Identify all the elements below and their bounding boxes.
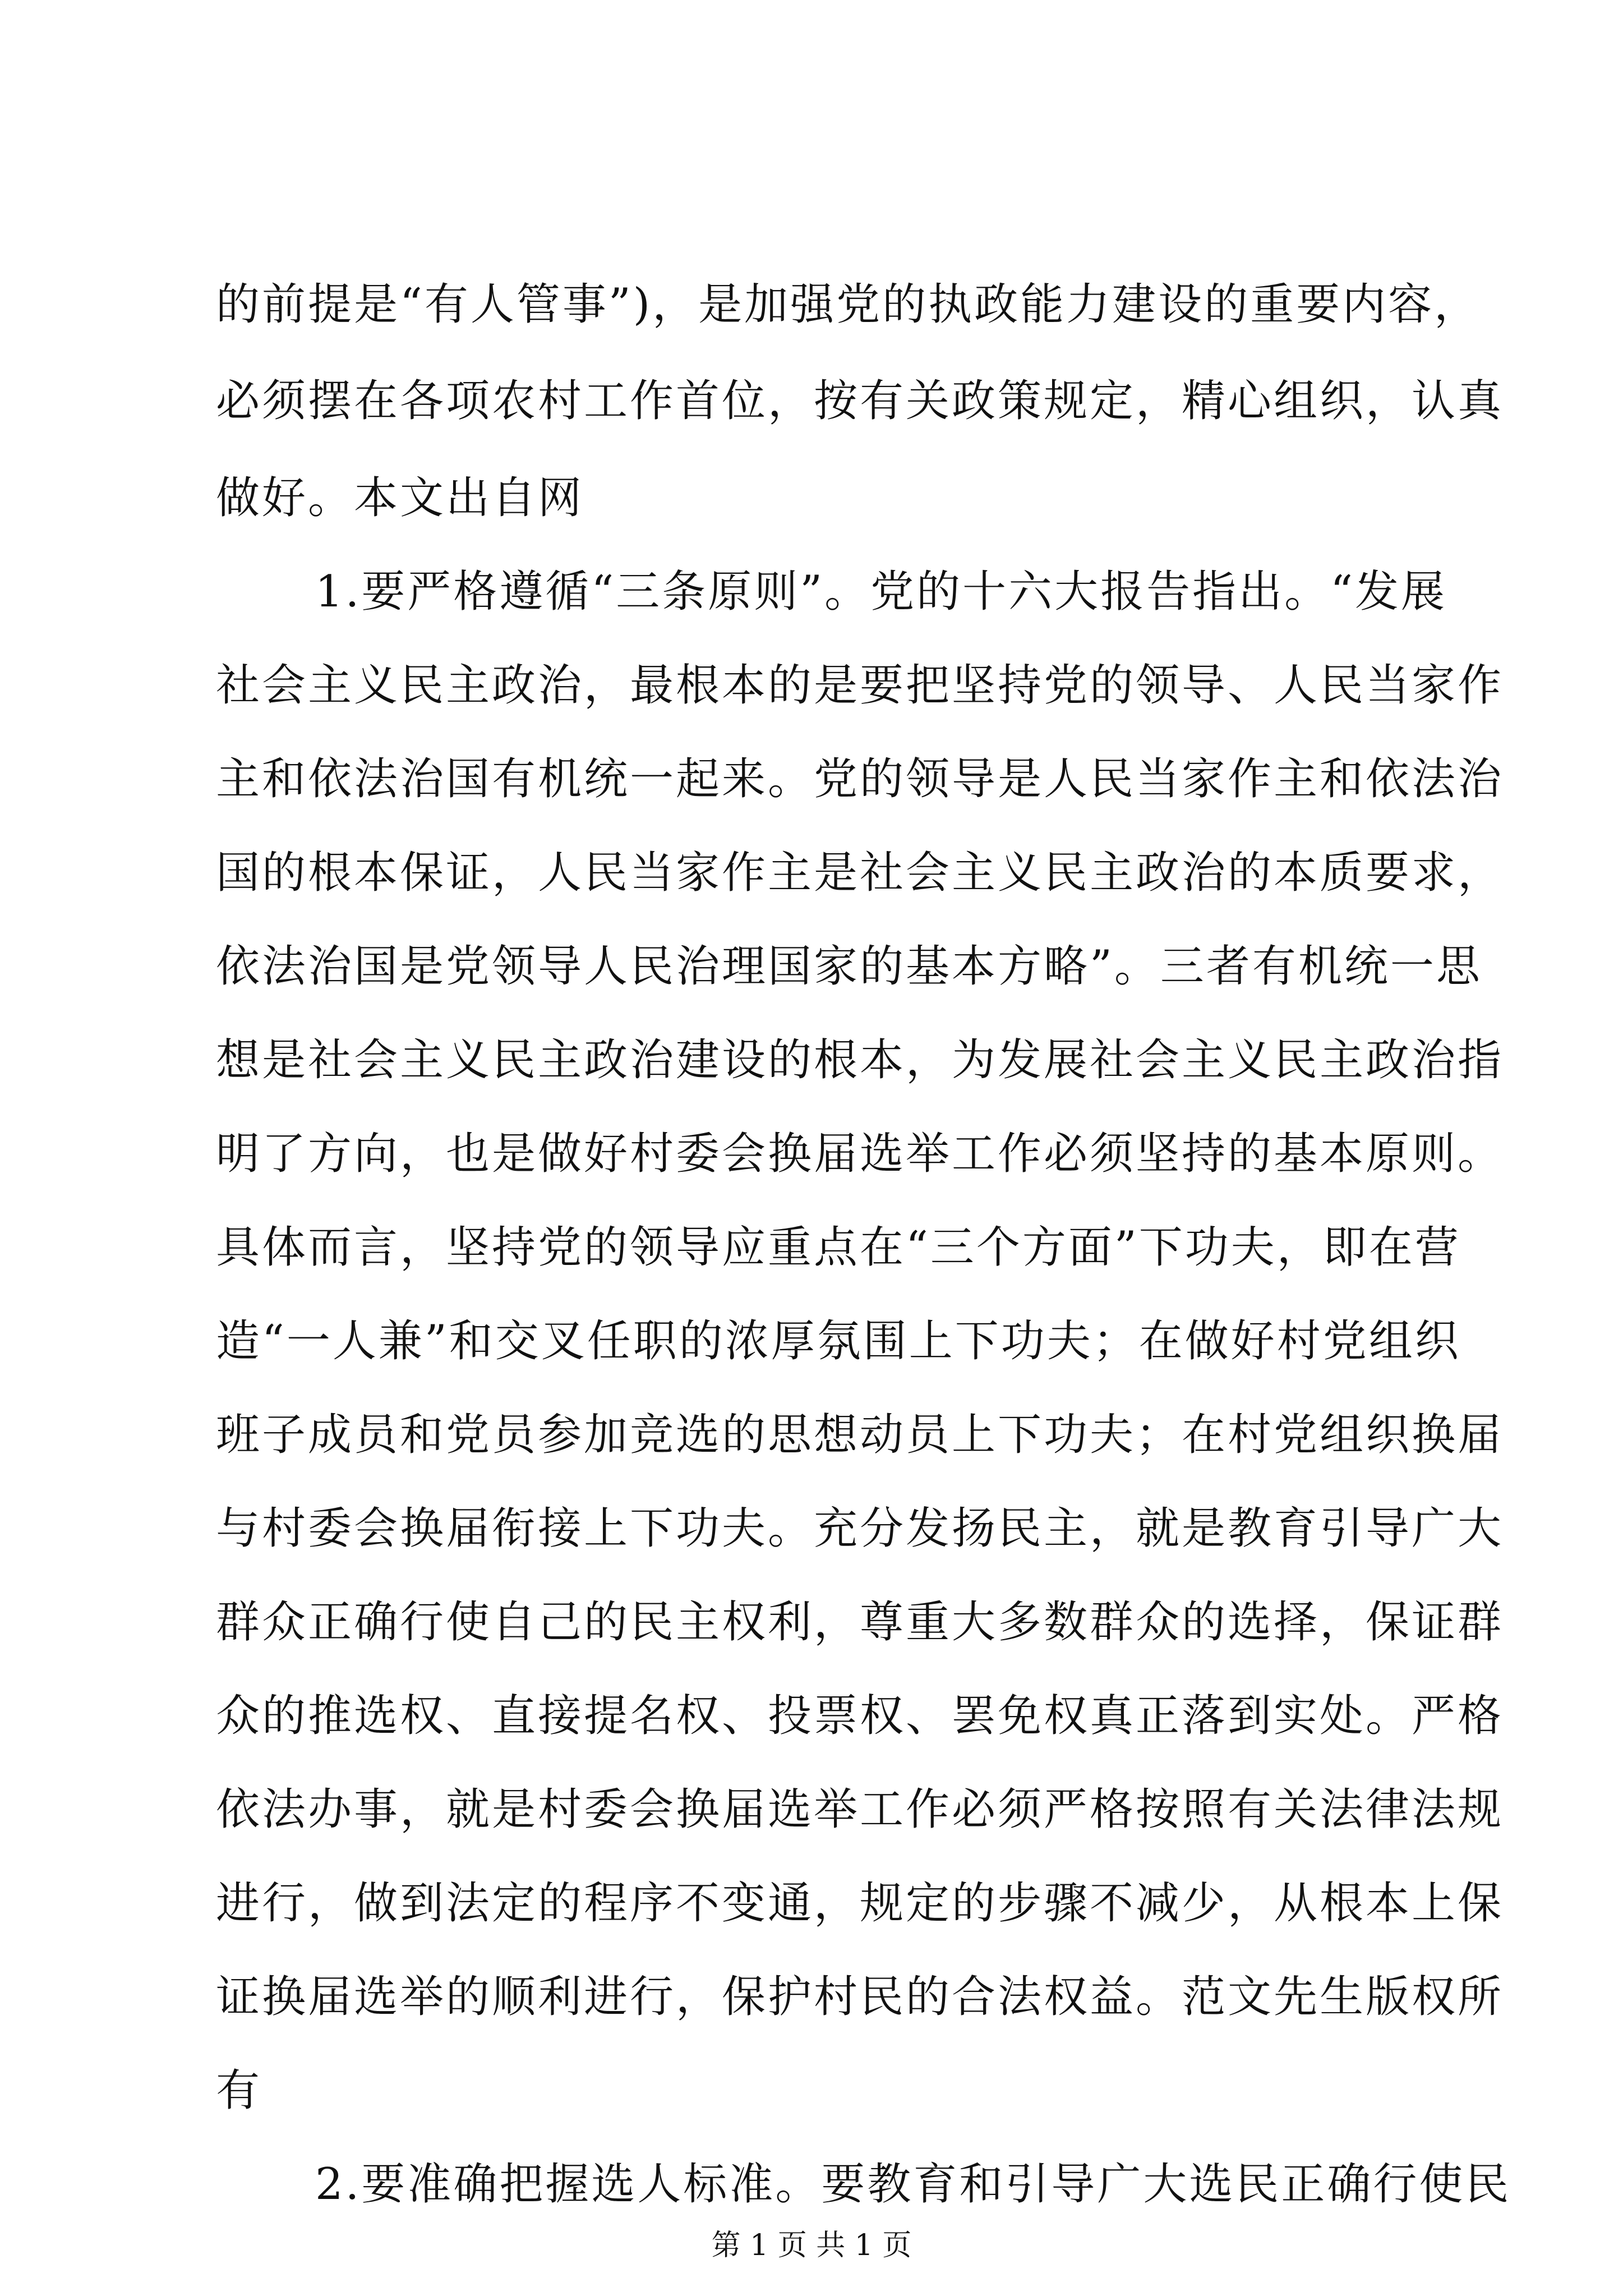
text-line-20: 有 xyxy=(216,2065,262,2116)
text-line-16: 众的推选权、直接提名权、投票权、罢免权真正落到实处。严格 xyxy=(216,1691,1504,1741)
text-line-13: 班子成员和党员参加竞选的思想动员上下功夫；在村党组织换届 xyxy=(216,1410,1504,1460)
text-line-4: 1.要严格遵循“三条原则”。党的十六大报告指出。“发展 xyxy=(315,567,1447,617)
text-line-17: 依法办事，就是村委会换届选举工作必须严格按照有关法律法规 xyxy=(216,1784,1504,1835)
text-line-1: 的前提是“有人管事”)，是加强党的执政能力建设的重要内容， xyxy=(216,279,1481,330)
text-line-18: 进行，做到法定的程序不变通，规定的步骤不减少，从根本上保 xyxy=(216,1878,1504,1929)
text-line-7: 国的根本保证，人民当家作主是社会主义民主政治的本质要求， xyxy=(216,848,1504,898)
text-line-14: 与村委会换届衔接上下功夫。充分发扬民主，就是教育引导广大 xyxy=(216,1503,1504,1554)
text-line-6: 主和依法治国有机统一起来。党的领导是人民当家作主和依法治 xyxy=(216,754,1504,804)
page-footer: 第 1 页 共 1 页 xyxy=(711,2229,912,2262)
text-line-8: 依法治国是党领导人民治理国家的基本方略”。三者有机统一思 xyxy=(216,941,1482,992)
text-line-10: 明了方向，也是做好村委会换届选举工作必须坚持的基本原则。 xyxy=(216,1129,1504,1179)
text-line-2: 必须摆在各项农村工作首位，按有关政策规定，精心组织，认真 xyxy=(216,376,1504,426)
text-line-12: 造“一人兼”和交叉任职的浓厚氛围上下功夫；在做好村党组织 xyxy=(216,1316,1461,1366)
text-line-5: 社会主义民主政治，最根本的是要把坚持党的领导、人民当家作 xyxy=(216,660,1504,711)
text-line-11: 具体而言，坚持党的领导应重点在“三个方面”下功夫，即在营 xyxy=(216,1222,1461,1273)
text-line-3: 做好。本文出自网 xyxy=(216,473,584,523)
text-line-15: 群众正确行使自己的民主权利，尊重大多数群众的选择，保证群 xyxy=(216,1597,1504,1648)
text-line-21: 2.要准确把握选人标准。要教育和引导广大选民正确行使民 xyxy=(315,2159,1511,2210)
text-line-9: 想是社会主义民主政治建设的根本，为发展社会主义民主政治指 xyxy=(216,1035,1504,1085)
text-line-19: 证换届选举的顺利进行，保护村民的合法权益。范文先生版权所 xyxy=(216,1972,1504,2022)
